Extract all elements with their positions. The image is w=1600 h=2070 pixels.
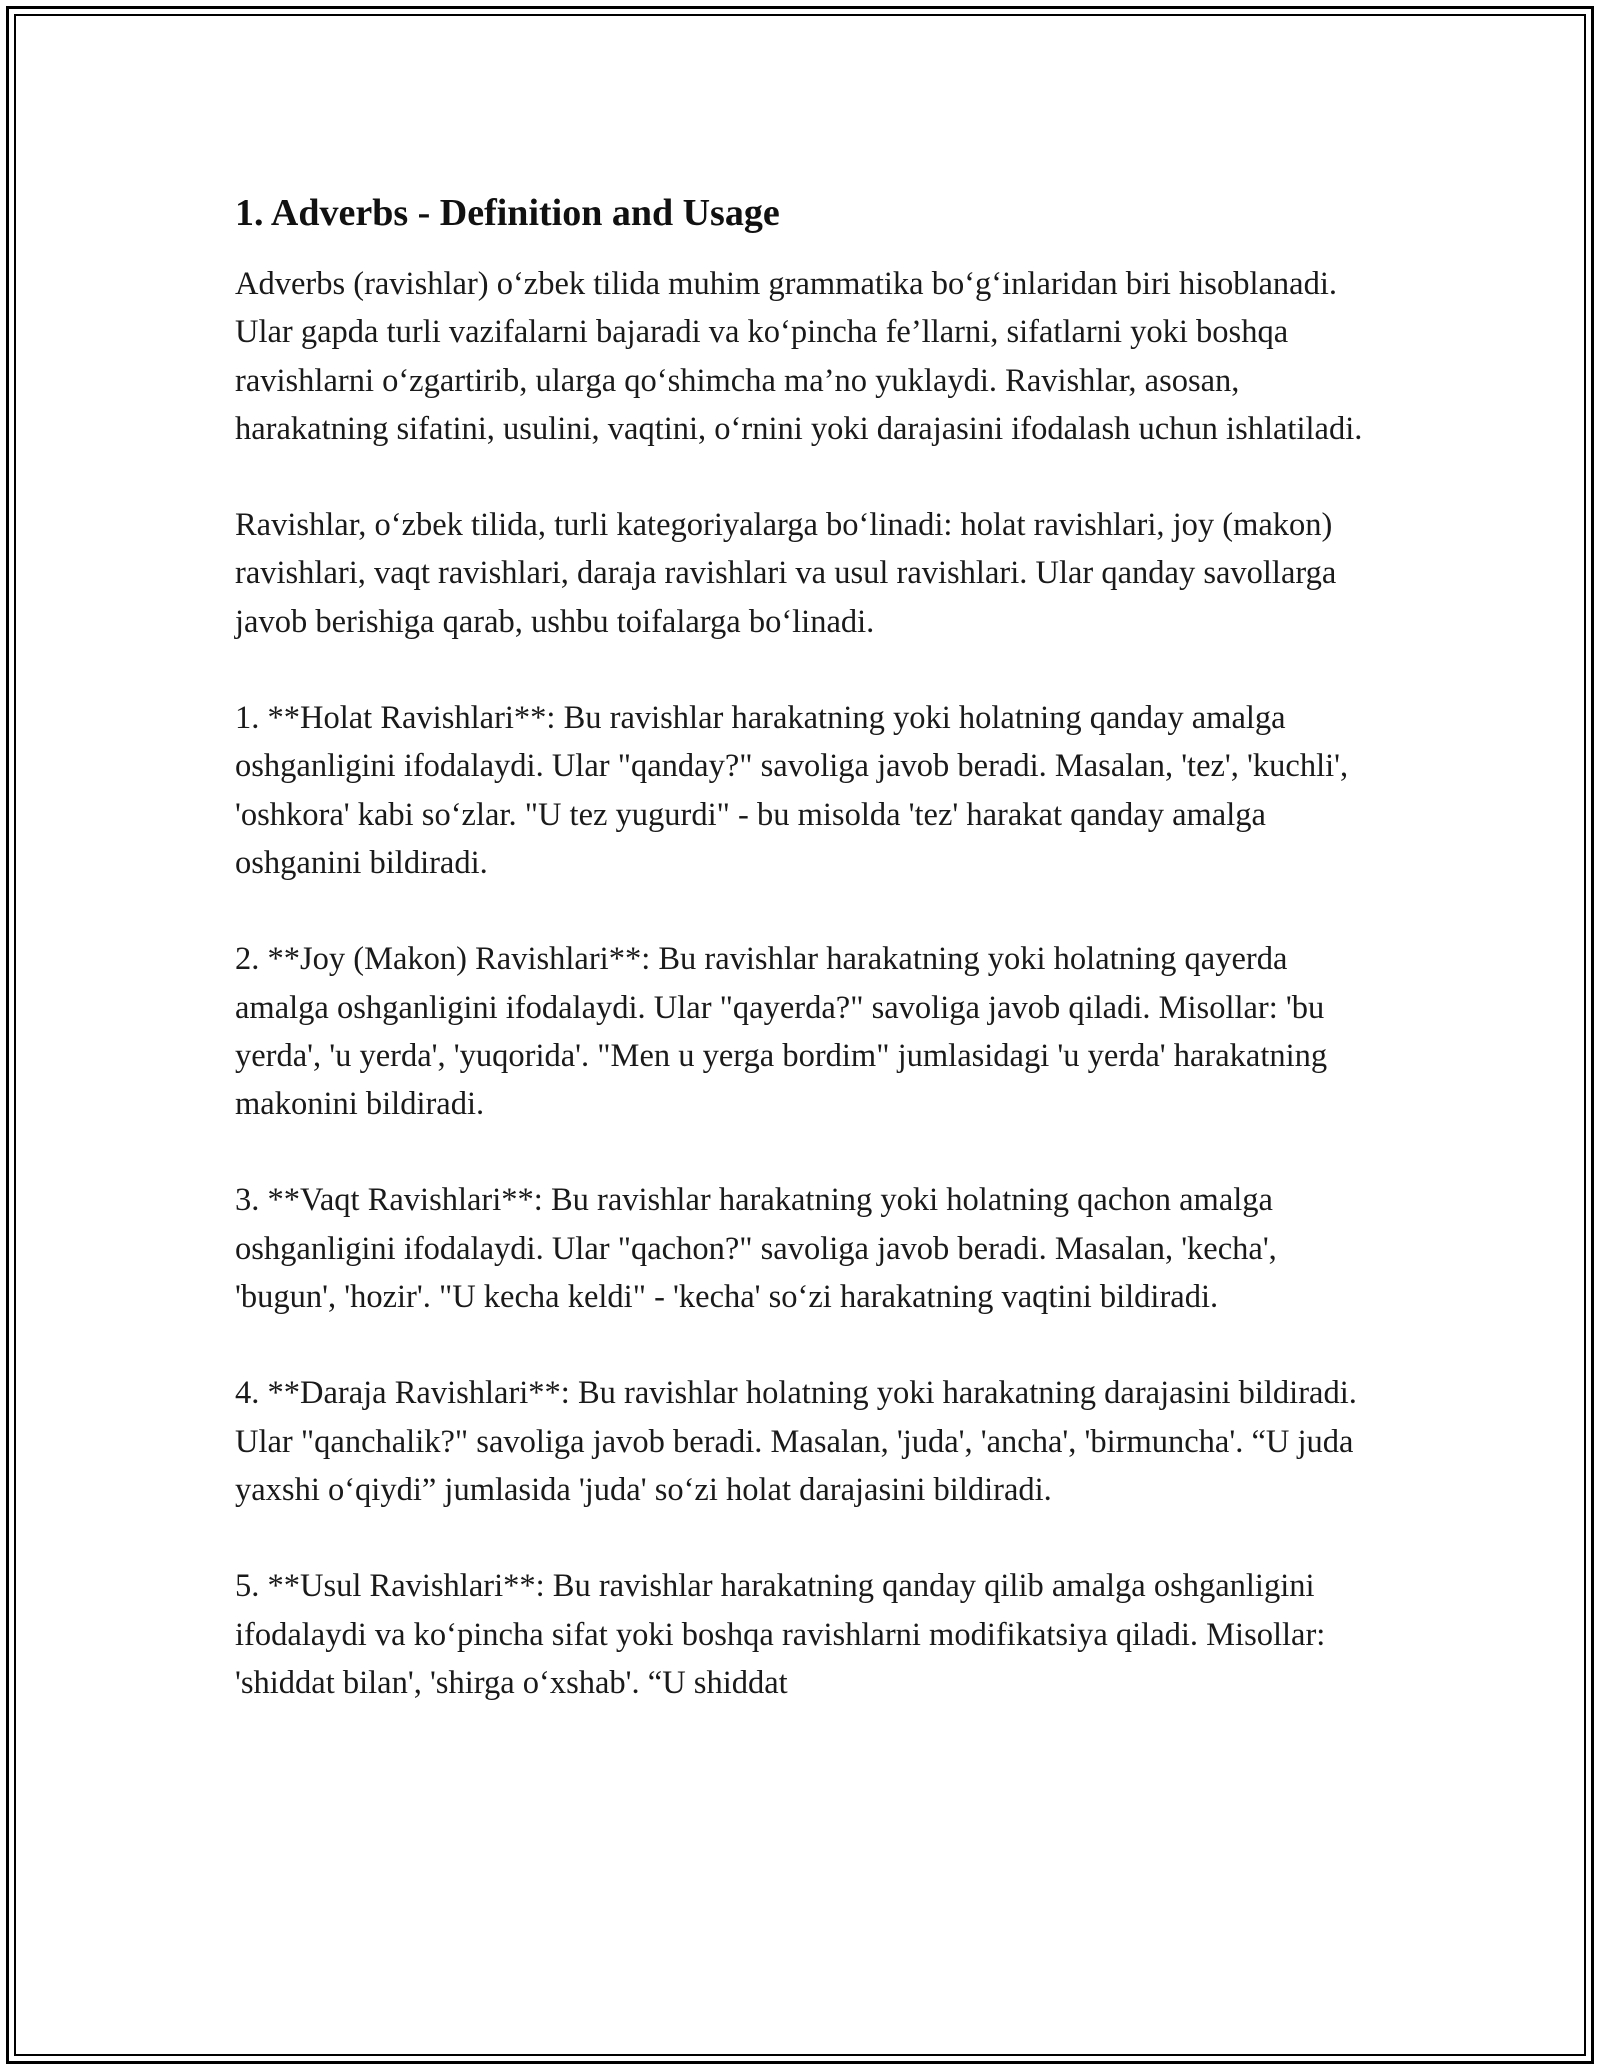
paragraph-joy: 2. **Joy (Makon) Ravishlari**: Bu ravishlar harakatning yoki holatning qayerda amalga oshganligini ifodalaydi. Ular "qayerda?" savoliga javob qiladi. Misollar: 'bu yerda', 'u yerda', 'yuqorida'. "Men u yerga bordim" jumlasidagi 'u yerda' harakatning makonini bildiradi. (235, 941, 1328, 1123)
paragraph-categories: Ravishlar, o‘zbek tilida, turli kategoriyalarga bo‘linadi: holat ravishlari, joy (makon) ravishlari, vaqt ravishlari, daraja ravishlari va usul ravishlari. Ular qanday savollarga javob berishiga qarab, ushbu toifalarga bo‘linadi. (235, 507, 1337, 640)
paragraph-usul: 5. **Usul Ravishlari**: Bu ravishlar harakatning qanday qilib amalga oshganligini ifodalaydi va ko‘pincha sifat yoki boshqa ravishlarni modifikatsiya qiladi. Misollar: 'shiddat bilan', 'shirga o‘xshab'. “U shiddat (235, 1568, 1326, 1701)
paragraph-intro: Adverbs (ravishlar) o‘zbek tilida muhim grammatika bo‘g‘inlaridan biri hisoblanadi. Ular gapda turli vazifalarni bajaradi va ko‘pincha fe’llarni, sifatlarni yoki boshqa ravishlarni o‘zgartirib, ularga qo‘shimcha ma’no yuklaydi. Ravishlar, asosan, harakatning sifatini, usulini, vaqtini, o‘rnini yoki darajasini ifodalash uchun ishlatiladi. (235, 266, 1363, 447)
paragraph-vaqt: 3. **Vaqt Ravishlari**: Bu ravishlar harakatning yoki holatning qachon amalga oshganligini ifodalaydi. Ular "qachon?" savoliga javob beradi. Masalan, 'kecha', 'bugun', 'hozir'. "U kecha keldi" - 'kecha' so‘zi harakatning vaqtini bildiradi. (235, 1182, 1277, 1316)
document-body (235, 186, 1365, 1755)
paragraph-daraja: 4. **Daraja Ravishlari**: Bu ravishlar holatning yoki harakatning darajasini bildiradi. Ular "qanchalik?" savoliga javob beradi. Masalan, 'juda', 'ancha', 'birmuncha'. “U juda yaxshi o‘qiydi” jumlasida 'juda' so‘zi holat darajasini bildiradi. (235, 1375, 1357, 1508)
paragraph-holat: 1. **Holat Ravishlari**: Bu ravishlar harakatning yoki holatning qanday amalga oshganligini ifodalaydi. Ular "qanday?" savoliga javob beradi. Masalan, 'tez', 'kuchli', 'oshkora' kabi so‘zlar. "U tez yugurdi" - bu misolda 'tez' harakat qanday amalga oshganini bildiradi. (235, 700, 1349, 881)
section-heading: 1. Adverbs - Definition and Usage (235, 192, 780, 234)
